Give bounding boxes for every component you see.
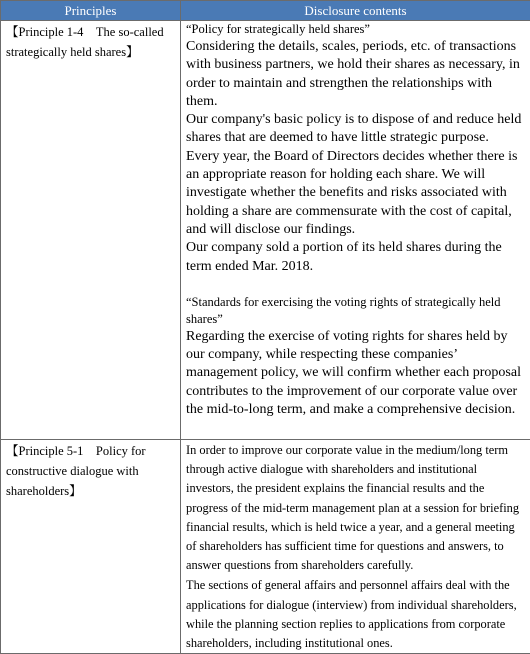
table-row <box>1 440 530 654</box>
disclosure-cell <box>181 21 530 440</box>
principle-label: 【Principle 1-4 The so-called strategically held shares】 <box>6 21 175 62</box>
paragraph: The sections of general affairs and personnel affairs deal with the applications for dialogue (interview) from individual shareholders, while the planning section replies to applications from corporate shareholders, including institutional ones. <box>186 575 525 653</box>
paragraph: In order to improve our corporate value in the medium/long term through active dialogue with shareholders and institutional investors, the president explains the financial results and the progress of the mid-term management plan at a session for briefing financial results, which is held twice a year, and a general meeting of shareholders has sufficient time for questions and answers, to answer questions from shareholders carefully. <box>186 440 525 575</box>
principle-cell <box>1 440 181 654</box>
column-header-disclosure-contents: Disclosure contents <box>181 1 530 21</box>
column-header-principles: Principles <box>1 1 181 21</box>
table-row <box>1 21 530 440</box>
paragraph: Our company's basic policy is to dispose of and reduce held shares that are deemed to have little strategic purpose. Every year, the Board of Directors decides whether there is an appropriate reason for holding each share. We will investigate whether the benefits and risks associated with holding a share are commensurate with the cost of capital, and will disclose our findings. <box>186 111 525 239</box>
paragraph: Considering the details, scales, periods, etc. of transactions with business partners, we hold their shares as necessary, in order to maintain and strengthen the relationships with them. <box>186 38 525 111</box>
paragraph: Our company sold a portion of its held shares during the term ended Mar. 2018. <box>186 239 525 276</box>
disclosure-cell <box>181 440 530 654</box>
principle-label: 【Principle 5-1 Policy for constructive dialogue with shareholders】 <box>6 440 175 501</box>
section-title: “Standards for exercising the voting rights of strategically held shares” <box>186 294 525 328</box>
paragraph: Regarding the exercise of voting rights for shares held by our company, while respecting these companies’ management policy, we will confirm whether each proposal contributes to the improvement of our corporate value over the mid-to-long term, and make a comprehensive decision. <box>186 328 525 419</box>
principle-cell <box>1 21 181 440</box>
table-header-row <box>1 1 530 21</box>
section-title: “Policy for strategically held shares” <box>186 21 525 38</box>
